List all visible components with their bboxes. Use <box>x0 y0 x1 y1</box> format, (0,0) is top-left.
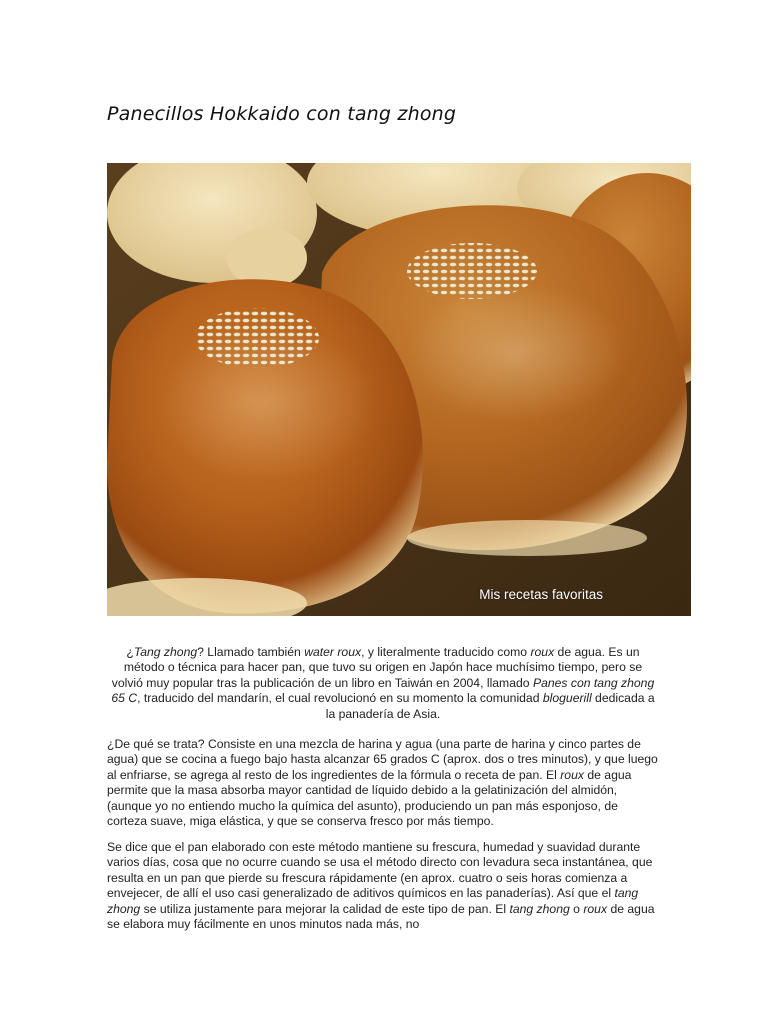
photo-watermark: Mis recetas favoritas <box>479 587 603 602</box>
text-run: , y literalmente traducido como <box>361 645 531 659</box>
text-run: , traducido del mandarín, el cual revolucionó en su momento la comunidad <box>137 691 543 706</box>
text-run: dedicada a la panadería de Asia. <box>325 691 655 721</box>
text-run: o <box>569 901 584 916</box>
italic-text-run: tang zhong <box>509 901 570 916</box>
text-run: se utiliza justamente para mejorar la calidad de este tipo de pan. El <box>140 901 510 916</box>
italic-text-run: roux <box>560 767 584 782</box>
text-run: ? Llamado también <box>197 645 305 659</box>
italic-text-run: roux <box>530 645 555 659</box>
document-title: Panecillos Hokkaido con tang zhong <box>107 103 457 125</box>
italic-text-run: bloguerill <box>542 691 592 706</box>
intro-paragraph <box>107 645 659 722</box>
freshness-paragraph <box>107 840 659 932</box>
bread-rolls-illustration <box>107 163 691 616</box>
text-run: de agua se elabora muy fácilmente en unos minutos nada más, no <box>107 901 655 932</box>
bread-rolls-photo <box>107 163 691 616</box>
text-run: ¿De qué se trata? Consiste en una mezcla de harina y agua (una parte de harina y cinco partes de agua) que se cocina a fuego bajo hasta alcanzar 65 grados C (aprox. dos o tres minutos), y que luego al enfriarse, se agrega al resto de los ingredientes de la fórmula o receta de pan. El <box>107 737 658 782</box>
italic-text-run: Tang zhong <box>133 645 198 659</box>
description-paragraph <box>107 737 659 829</box>
text-run: de agua permite que la masa absorba mayor cantidad de líquido debido a la gelatinización del almidón, (aunque yo no entiendo mucho la química del asunto), produciendo un pan más esponjoso, de corteza suave, miga elástica, y que se conserva fresco por más tiempo. <box>107 767 632 829</box>
italic-text-run: water roux <box>304 645 362 659</box>
italic-text-run: roux <box>583 901 608 916</box>
italic-text-run: Panes con tang zhong 65 C <box>111 675 655 706</box>
text-run: ¿ <box>126 645 134 659</box>
text-run: de agua. Es un método o técnica para hacer pan, que tuvo su origen en Japón hace muchísimo tiempo, pero se volvió muy popular tras la publicación de un libro en Taiwán en 2004, llamado <box>111 645 643 690</box>
text-run: Se dice que el pan elaborado con este método mantiene su frescura, humedad y suavidad durante varios días, cosa que no ocurre cuando se usa el método directo con levadura seca instantánea, que resulta en un pan que pierde su frescura rápidamente (en aprox. cuatro o seis horas comienza a envejecer, de allí el uso casi generalizado de aditivos químicos en las panaderías). Así que el <box>107 840 653 901</box>
italic-text-run: tang zhong <box>107 886 639 916</box>
